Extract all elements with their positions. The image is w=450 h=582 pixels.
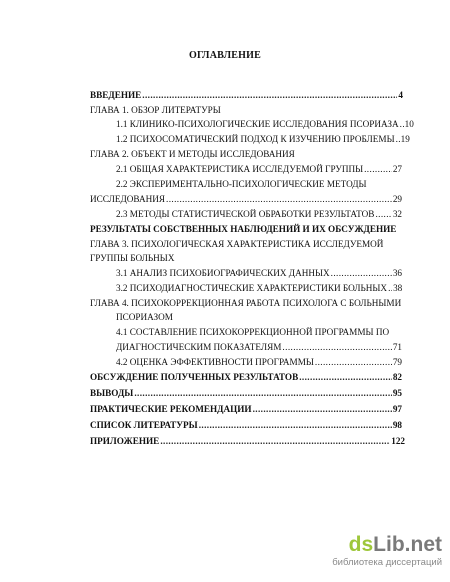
toc-entry-label: ГЛАВА 2. ОБЪЕКТ И МЕТОДЫ ИССЛЕДОВАНИЯ xyxy=(90,149,295,159)
toc-entry-label: ГЛАВА 1. ОБЗОР ЛИТЕРАТУРЫ xyxy=(90,105,221,115)
page-title: ОГЛАВЛЕНИЕ xyxy=(189,50,261,61)
dot-leader xyxy=(160,435,390,448)
toc-entry-4-1 xyxy=(116,341,402,354)
toc-entry-label: ВВЕДЕНИЕ xyxy=(90,90,142,100)
toc-entry-4-1-line1 xyxy=(116,326,389,339)
dot-leader xyxy=(299,371,392,384)
toc-entry-discussion xyxy=(90,371,402,384)
toc-entry-page: 4 xyxy=(398,90,403,100)
dot-leader xyxy=(396,133,400,146)
toc-entry-label: 2.2 ЭКСПЕРИМЕНТАЛЬНО-ПСИХОЛОГИЧЕСКИЕ МЕТОДЫ xyxy=(116,179,367,189)
toc-entry-label: ГЛАВА 4. ПСИХОКОРРЕКЦИОННАЯ РАБОТА ПСИХОЛОГА С БОЛЬНЫМИ xyxy=(90,298,402,308)
dot-leader xyxy=(388,282,392,295)
toc-entry-label: 1.2 ПСИХОСОМАТИЧЕСКИЙ ПОДХОД К ИЗУЧЕНИЮ ПРОБЛЕМЫ xyxy=(116,134,395,144)
logo-lib-part: Lib.net xyxy=(373,533,442,556)
toc-entry-label: РЕЗУЛЬТАТЫ СОБСТВЕННЫХ НАБЛЮДЕНИЙ И ИХ ОБСУЖДЕНИЕ xyxy=(90,224,397,234)
toc-entry-page: 36 xyxy=(392,268,402,278)
toc-entry-page: 27 xyxy=(392,164,402,174)
toc-entry-page: 97 xyxy=(392,404,402,414)
toc-entry-2-2 xyxy=(90,193,402,206)
toc-entry-references xyxy=(90,419,402,432)
toc-section-results xyxy=(90,223,396,236)
dot-leader xyxy=(315,356,392,369)
dot-leader xyxy=(400,118,404,131)
toc-chapter-4-line2 xyxy=(116,311,173,324)
toc-entry-label: 2.1 ОБЩАЯ ХАРАКТЕРИСТИКА ИССЛЕДУЕМОЙ ГРУППЫ xyxy=(116,164,364,174)
toc-entry-3-1 xyxy=(116,267,402,280)
toc-entry-page: 32 xyxy=(392,209,402,219)
toc-entry-label: 2.3 МЕТОДЫ СТАТИСТИЧЕСКОЙ ОБРАБОТКИ РЕЗУЛЬТАТОВ xyxy=(116,209,375,219)
toc-entry-label: 3.1 АНАЛИЗ ПСИХОБИОГРАФИЧЕСКИХ ДАННЫХ xyxy=(116,268,330,278)
dot-leader xyxy=(166,193,392,206)
dot-leader xyxy=(364,163,392,176)
toc-entry-page: 98 xyxy=(392,420,402,430)
toc-entry-page: 19 xyxy=(400,134,410,144)
toc-entry-4-2 xyxy=(116,356,402,369)
toc-entry-page: 38 xyxy=(393,283,403,293)
toc-entry-3-2 xyxy=(116,282,402,295)
dot-leader xyxy=(282,341,391,354)
toc-entry-page: 71 xyxy=(392,342,402,352)
toc-entry-page: 29 xyxy=(392,194,402,204)
toc-entry-conclusions xyxy=(90,387,402,400)
toc-entry-label: 3.2 ПСИХОДИАГНОСТИЧЕСКИЕ ХАРАКТЕРИСТИКИ БОЛЬНЫХ xyxy=(116,283,388,293)
toc-entry-label: 4.1 СОСТАВЛЕНИЕ ПСИХОКОРРЕКЦИОННОЙ ПРОГРАММЫ ПО xyxy=(116,327,390,337)
toc-entry-page: 95 xyxy=(392,388,402,398)
toc-entry-label: ГЛАВА 3. ПСИХОЛОГИЧЕСКАЯ ХАРАКТЕРИСТИКА ИССЛЕДУЕМОЙ xyxy=(90,239,384,249)
toc-entry-page: 122 xyxy=(391,436,405,446)
dslib-watermark xyxy=(332,532,444,574)
dot-leader xyxy=(331,267,392,280)
toc-entry-label: ОБСУЖДЕНИЕ ПОЛУЧЕННЫХ РЕЗУЛЬТАТОВ xyxy=(90,372,299,382)
dot-leader xyxy=(134,387,392,400)
toc-entry-label: ПРИЛОЖЕНИЕ xyxy=(90,436,160,446)
toc-entry-recommendations xyxy=(90,403,402,416)
toc-entry-2-2-line1 xyxy=(116,178,367,191)
toc-chapter-2 xyxy=(90,148,295,161)
dot-leader xyxy=(199,419,392,432)
dot-leader xyxy=(375,208,391,221)
toc-chapter-3-line2 xyxy=(90,252,174,265)
dslib-logo xyxy=(349,534,442,556)
toc-entry-1-2 xyxy=(116,133,410,146)
toc-entry-label: ПСОРИАЗОМ xyxy=(116,312,173,322)
toc-chapter-4-line1 xyxy=(90,297,401,310)
toc-chapter-1 xyxy=(90,104,221,117)
logo-ds-part: ds xyxy=(348,533,374,556)
toc-entry-1-1 xyxy=(116,118,414,131)
toc-entry-label: ВЫВОДЫ xyxy=(90,388,134,398)
dot-leader xyxy=(142,89,397,102)
toc-entry-label: ПРАКТИЧЕСКИЕ РЕКОМЕНДАЦИИ xyxy=(90,404,252,414)
toc-entry-2-1 xyxy=(116,163,402,176)
toc-entry-page: 82 xyxy=(392,372,402,382)
toc-entry-label: СПИСОК ЛИТЕРАТУРЫ xyxy=(90,420,198,430)
watermark-subtitle: библиотека диссертаций xyxy=(332,557,442,568)
toc-entry-label: ГРУППЫ БОЛЬНЫХ xyxy=(90,253,175,263)
toc-entry-2-3 xyxy=(116,208,402,221)
toc-entry-appendix xyxy=(90,435,405,448)
toc-entry-label: 4.2 ОЦЕНКА ЭФФЕКТИВНОСТИ ПРОГРАММЫ xyxy=(116,357,314,367)
toc-chapter-3-line1 xyxy=(90,238,383,251)
toc-entry-label: ДИАГНОСТИЧЕСКИМ ПОКАЗАТЕЛЯМ xyxy=(116,342,282,352)
toc-entry-introduction xyxy=(90,89,403,102)
dot-leader xyxy=(253,403,392,416)
toc-entry-page: 79 xyxy=(392,357,402,367)
toc-entry-label: ИССЛЕДОВАНИЯ xyxy=(90,194,165,204)
toc-entry-label: 1.1 КЛИНИКО-ПСИХОЛОГИЧЕСКИЕ ИССЛЕДОВАНИЯ ПСОРИАЗА xyxy=(116,119,399,129)
toc-entry-page: 10 xyxy=(404,119,414,129)
